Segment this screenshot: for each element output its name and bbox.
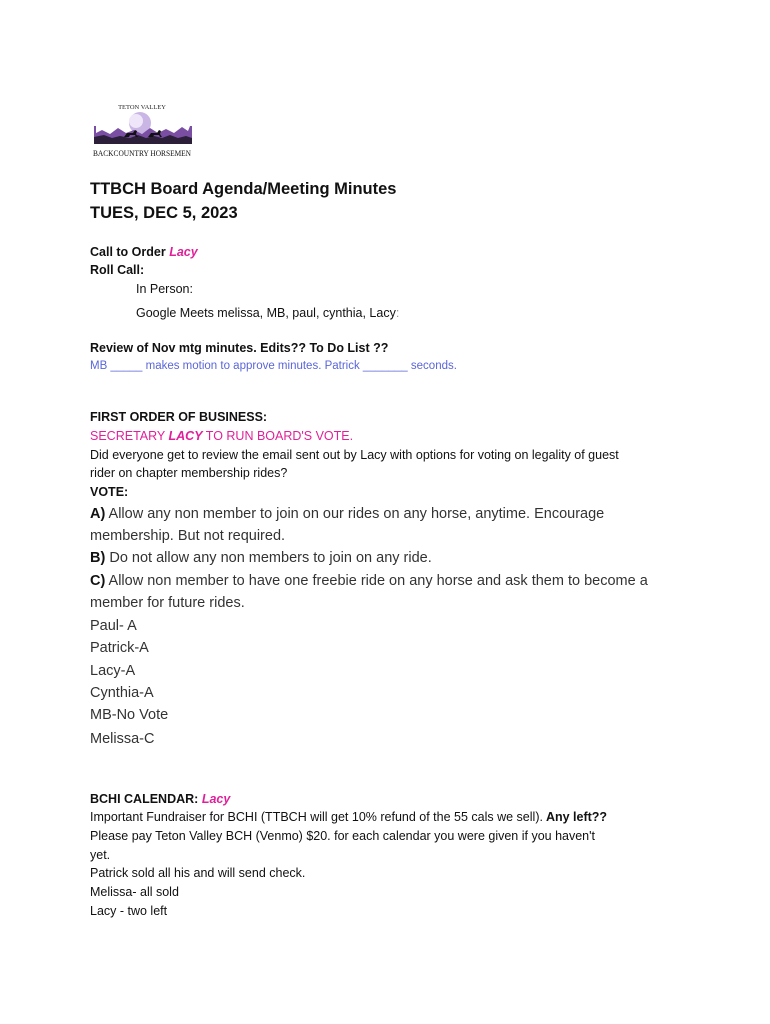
page-title: TTBCH Board Agenda/Meeting Minutes: [90, 180, 397, 198]
calendar-line-6: Lacy - two left: [90, 904, 168, 918]
google-meets-colon: :: [395, 306, 400, 320]
roll-call-google-meets: [136, 304, 399, 322]
option-b-text: Do not allow any non members to join on any ride.: [105, 550, 432, 566]
vote-result: Melissa-C: [90, 731, 155, 747]
google-meets-attendees: Google Meets melissa, MB, paul, cynthia, Lacy: [136, 306, 396, 320]
option-c-line-2: member for future rides.: [90, 595, 245, 611]
calendar-line-5: Melissa- all sold: [90, 885, 179, 899]
secretary-line: [90, 427, 353, 445]
secretary-post: TO RUN BOARD'S VOTE.: [202, 429, 354, 443]
option-a-line-2: membership. But not required.: [90, 528, 286, 544]
roll-call-in-person: In Person:: [136, 282, 193, 296]
calendar-heading: [90, 790, 230, 808]
meeting-date: TUES, DEC 5, 2023: [90, 204, 238, 222]
calendar-heading-name: Lacy: [201, 792, 231, 806]
option-c-text: Allow non member to have one freebie ride on any horse and ask them to become a: [105, 573, 648, 589]
vote-result: Paul- A: [90, 618, 137, 634]
first-order-heading: FIRST ORDER OF BUSINESS:: [90, 410, 268, 424]
calendar-line-1-bold: Any left??: [542, 810, 608, 824]
vote-question-line-2: rider on chapter membership rides?: [90, 466, 288, 480]
vote-result: MB-No Vote: [90, 707, 169, 723]
vote-result: Patrick-A: [90, 640, 149, 656]
call-to-order-name: Lacy: [169, 245, 198, 259]
secretary-name: LACY: [168, 429, 203, 443]
vote-result: Lacy-A: [90, 663, 136, 679]
vote-result: Cynthia-A: [90, 685, 154, 701]
logo-bottom-text: BACKCOUNTRY HORSEMEN: [93, 149, 192, 158]
review-heading: Review of Nov mtg minutes. Edits?? To Do List ??: [90, 341, 389, 355]
secretary-pre: SECRETARY: [90, 429, 169, 443]
review-motion: MB _____ makes motion to approve minutes. Patrick _______ seconds.: [90, 360, 457, 372]
calendar-line-1: [90, 808, 607, 826]
option-a-text: Allow any non member to join on our rides on any horse, anytime. Encourage: [105, 506, 605, 522]
vote-label: VOTE:: [90, 485, 129, 499]
call-to-order: [90, 243, 198, 261]
calendar-line-2: Please pay Teton Valley BCH (Venmo) $20. for each calendar you were given if you haven't: [90, 829, 595, 843]
calendar-line-4: Patrick sold all his and will send check.: [90, 866, 306, 880]
option-b-label: B): [90, 550, 106, 566]
roll-call-label: Roll Call:: [90, 263, 145, 277]
option-a-label: A): [90, 506, 106, 522]
vote-question-line-1: Did everyone get to review the email sent out by Lacy with options for voting on legality of guest: [90, 448, 619, 462]
calendar-line-3: yet.: [90, 848, 111, 862]
option-c-label: C): [90, 573, 106, 589]
calendar-line-1-text: Important Fundraiser for BCHI (TTBCH will get 10% refund of the 55 cals we sell).: [90, 810, 543, 824]
option-b: [90, 547, 432, 569]
ttbch-logo: [90, 100, 194, 162]
option-a-line-1: [90, 503, 604, 525]
call-to-order-label: Call to Order: [90, 245, 166, 259]
calendar-heading-label: BCHI CALENDAR:: [90, 792, 199, 806]
option-c-line-1: [90, 570, 648, 592]
logo-top-text: TETON VALLEY: [118, 104, 166, 111]
